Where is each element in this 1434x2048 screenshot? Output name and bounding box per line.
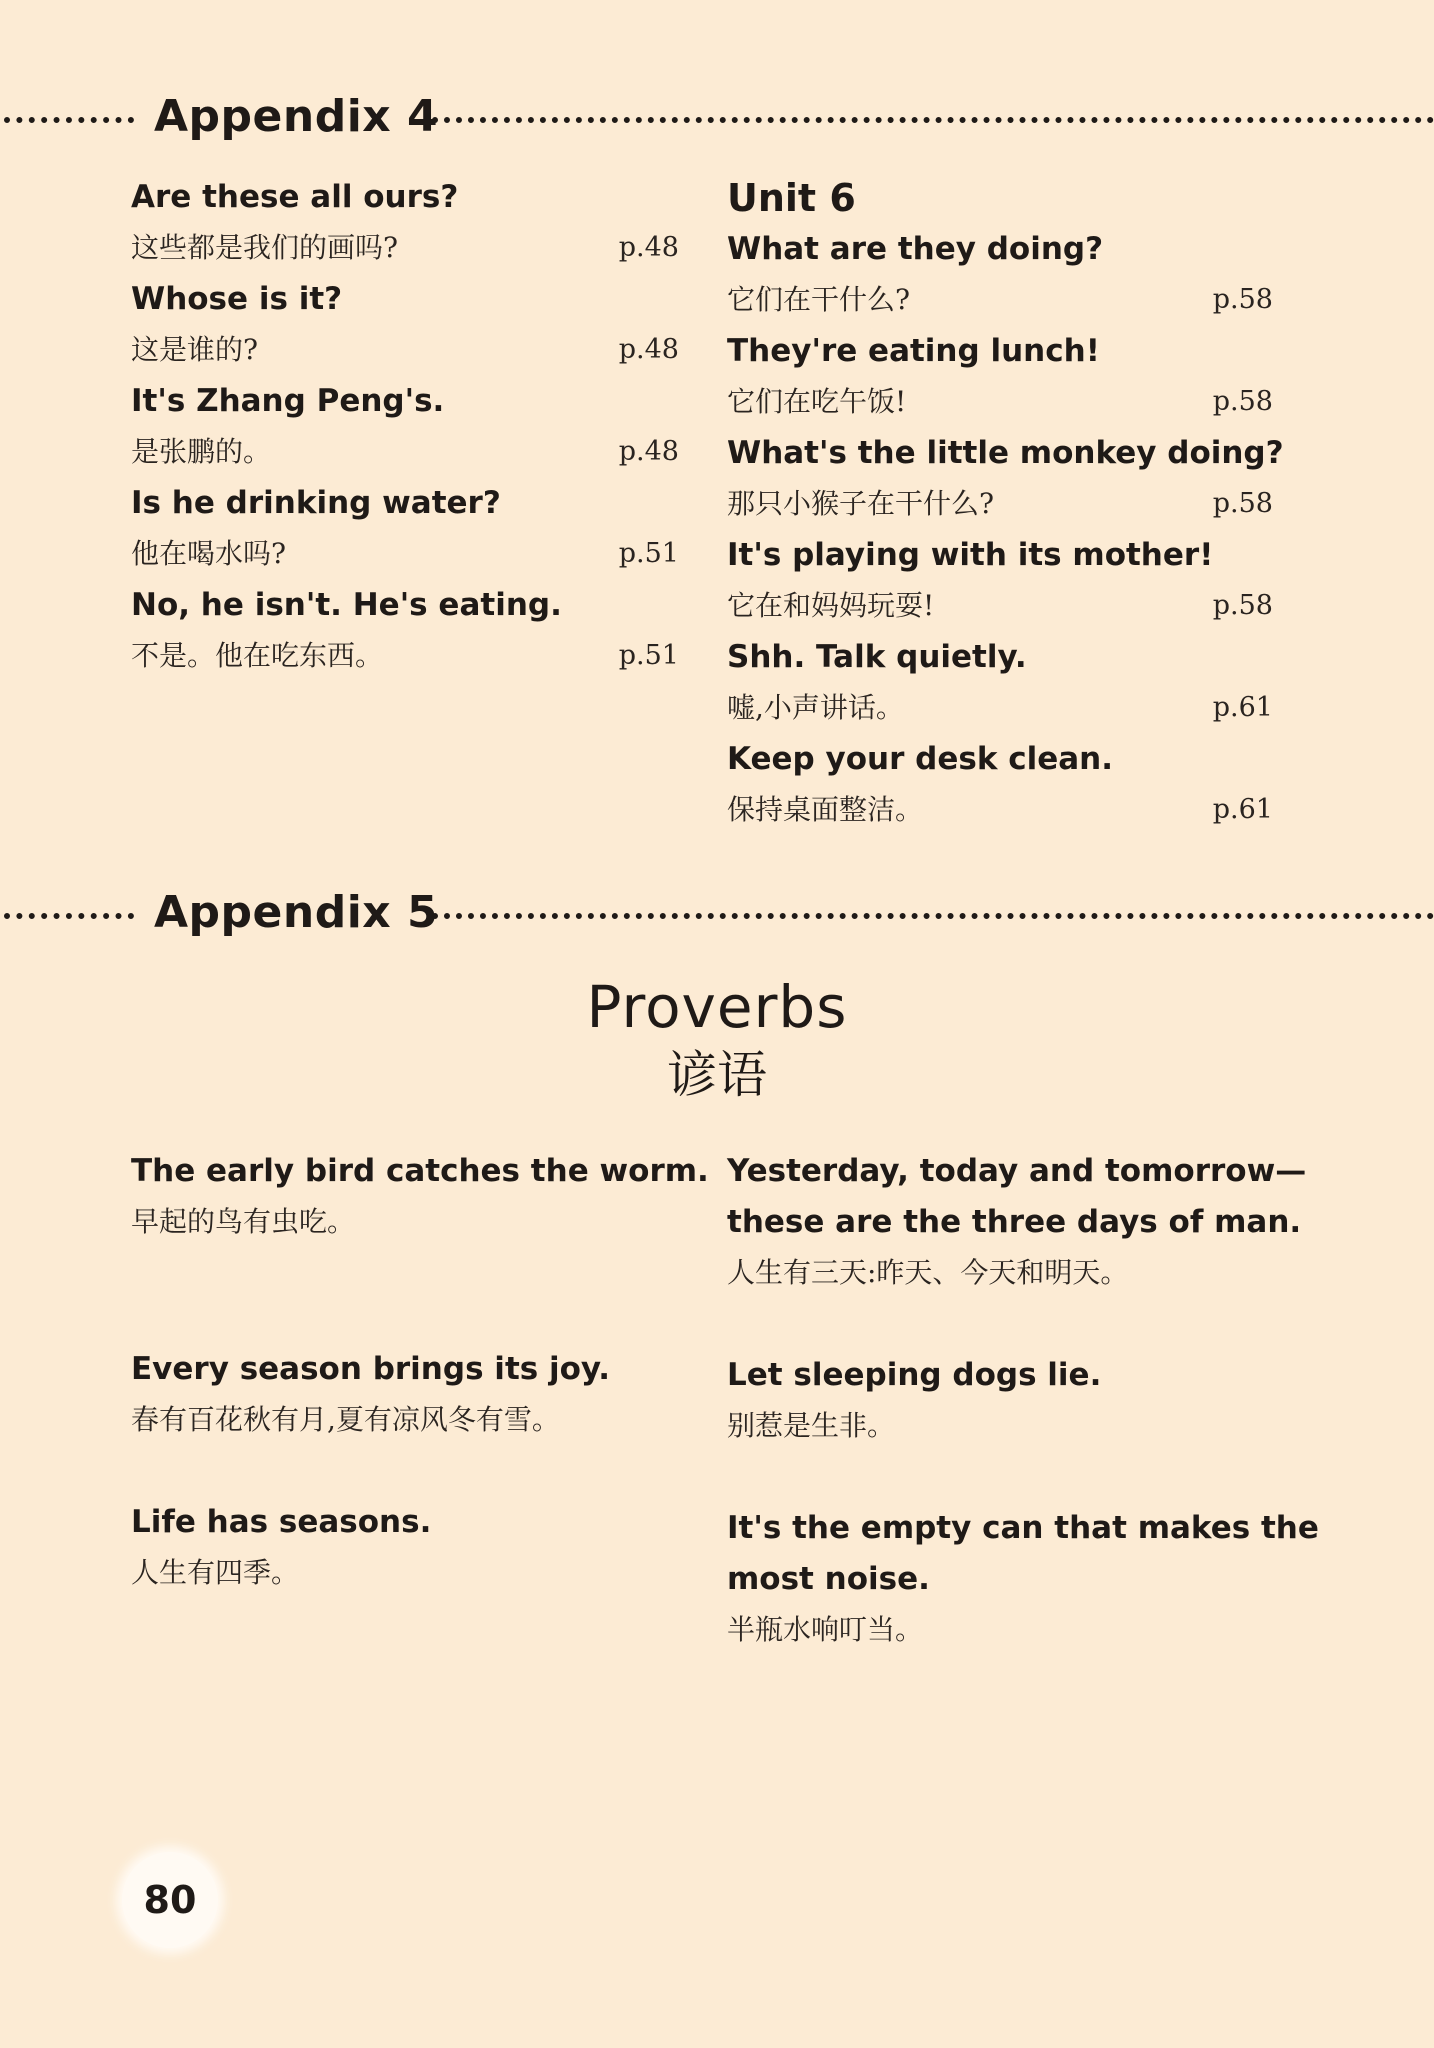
page-reference: p.48 xyxy=(618,232,679,263)
page-reference: p.48 xyxy=(618,334,679,365)
proverb-english: these are the three days of man. xyxy=(727,1204,1302,1240)
phrase-english: No, he isn't. He's eating. xyxy=(131,587,562,623)
page-reference: p.58 xyxy=(1212,488,1273,519)
proverb-english: The early bird catches the worm. xyxy=(131,1153,709,1189)
phrase-chinese: 它们在吃午饭! xyxy=(727,385,907,418)
phrase-chinese: 是张鹏的。 xyxy=(131,435,272,468)
page-reference: p.61 xyxy=(1212,692,1273,723)
phrase-chinese: 这些都是我们的画吗? xyxy=(131,231,399,264)
page-number: 80 xyxy=(143,1878,197,1922)
phrase-english: It's Zhang Peng's. xyxy=(131,383,445,419)
page-reference: p.61 xyxy=(1212,794,1273,825)
proverb-chinese: 别惹是生非。 xyxy=(727,1409,896,1442)
proverb-english: It's the empty can that makes the xyxy=(727,1510,1319,1546)
phrase-english: Keep your desk clean. xyxy=(727,741,1114,777)
phrase-english: Whose is it? xyxy=(131,281,343,317)
phrase-chinese: 它在和妈妈玩耍! xyxy=(727,589,935,622)
phrase-chinese: 它们在干什么? xyxy=(727,283,911,316)
phrase-item xyxy=(131,478,679,580)
phrase-chinese: 这是谁的? xyxy=(131,333,259,366)
phrase-english: It's playing with its mother! xyxy=(727,537,1214,573)
proverb-item xyxy=(131,1146,709,1247)
phrase-item xyxy=(727,632,1273,734)
dotted-rule-right xyxy=(432,117,1434,123)
proverb-item xyxy=(131,1497,691,1598)
proverb-chinese: 半瓶水响叮当。 xyxy=(727,1613,924,1646)
phrase-item xyxy=(727,428,1284,530)
phrase-chinese: 他在喝水吗? xyxy=(131,537,287,570)
phrase-item xyxy=(131,376,679,478)
appendix-4-right-column xyxy=(727,172,1284,836)
phrase-item xyxy=(727,734,1273,836)
phrase-english: What's the little monkey doing? xyxy=(727,435,1284,471)
proverb-chinese: 人生有三天:昨天、今天和明天。 xyxy=(727,1256,1129,1289)
page-reference: p.51 xyxy=(618,640,679,671)
phrase-chinese: 嘘,小声讲话。 xyxy=(727,691,904,724)
proverb-item xyxy=(727,1146,1307,1298)
phrase-item xyxy=(131,274,679,376)
dotted-rule-right xyxy=(432,913,1434,919)
proverb-item xyxy=(131,1344,691,1445)
page-reference: p.58 xyxy=(1212,284,1273,315)
phrase-english: Shh. Talk quietly. xyxy=(727,639,1027,675)
proverb-english: Yesterday, today and tomorrow— xyxy=(727,1153,1307,1189)
phrase-item xyxy=(131,172,679,274)
page-reference: p.51 xyxy=(618,538,679,569)
proverb-chinese: 早起的鸟有虫吃。 xyxy=(131,1205,356,1238)
proverbs-heading: Proverbs xyxy=(586,973,848,1041)
proverb-item xyxy=(727,1503,1319,1655)
phrase-chinese: 不是。他在吃东西。 xyxy=(131,639,384,672)
page-reference: p.48 xyxy=(618,436,679,467)
page-reference: p.58 xyxy=(1212,386,1273,417)
phrase-english: Is he drinking water? xyxy=(131,485,501,521)
proverb-english: Life has seasons. xyxy=(131,1504,432,1540)
phrase-item xyxy=(727,224,1273,326)
proverb-item xyxy=(727,1350,1287,1451)
phrase-item xyxy=(727,530,1273,632)
section-title: Appendix 4 xyxy=(154,91,439,142)
phrase-chinese: 保持桌面整洁。 xyxy=(727,793,924,826)
phrase-item xyxy=(131,580,679,682)
proverb-english: most noise. xyxy=(727,1561,930,1597)
dotted-rule-left xyxy=(4,913,134,919)
unit-title: Unit 6 xyxy=(727,176,856,220)
phrase-chinese: 那只小猴子在干什么? xyxy=(727,487,995,520)
phrase-english: Are these all ours? xyxy=(131,179,459,215)
proverb-english: Every season brings its joy. xyxy=(131,1351,611,1387)
dotted-rule-left xyxy=(4,117,134,123)
phrase-english: They're eating lunch! xyxy=(727,333,1100,369)
proverb-english: Let sleeping dogs lie. xyxy=(727,1357,1102,1393)
section-title: Appendix 5 xyxy=(154,887,439,938)
appendix-5-header xyxy=(0,883,1434,943)
phrase-english: What are they doing? xyxy=(727,231,1104,267)
page-reference: p.58 xyxy=(1212,590,1273,621)
proverb-chinese: 人生有四季。 xyxy=(131,1556,300,1589)
appendix-4-header xyxy=(0,87,1434,147)
proverbs-heading-chinese: 谚语 xyxy=(667,1046,767,1104)
proverb-chinese: 春有百花秋有月,夏有凉风冬有雪。 xyxy=(131,1403,560,1436)
appendix-4-left-column xyxy=(131,172,679,682)
phrase-item xyxy=(727,326,1273,428)
